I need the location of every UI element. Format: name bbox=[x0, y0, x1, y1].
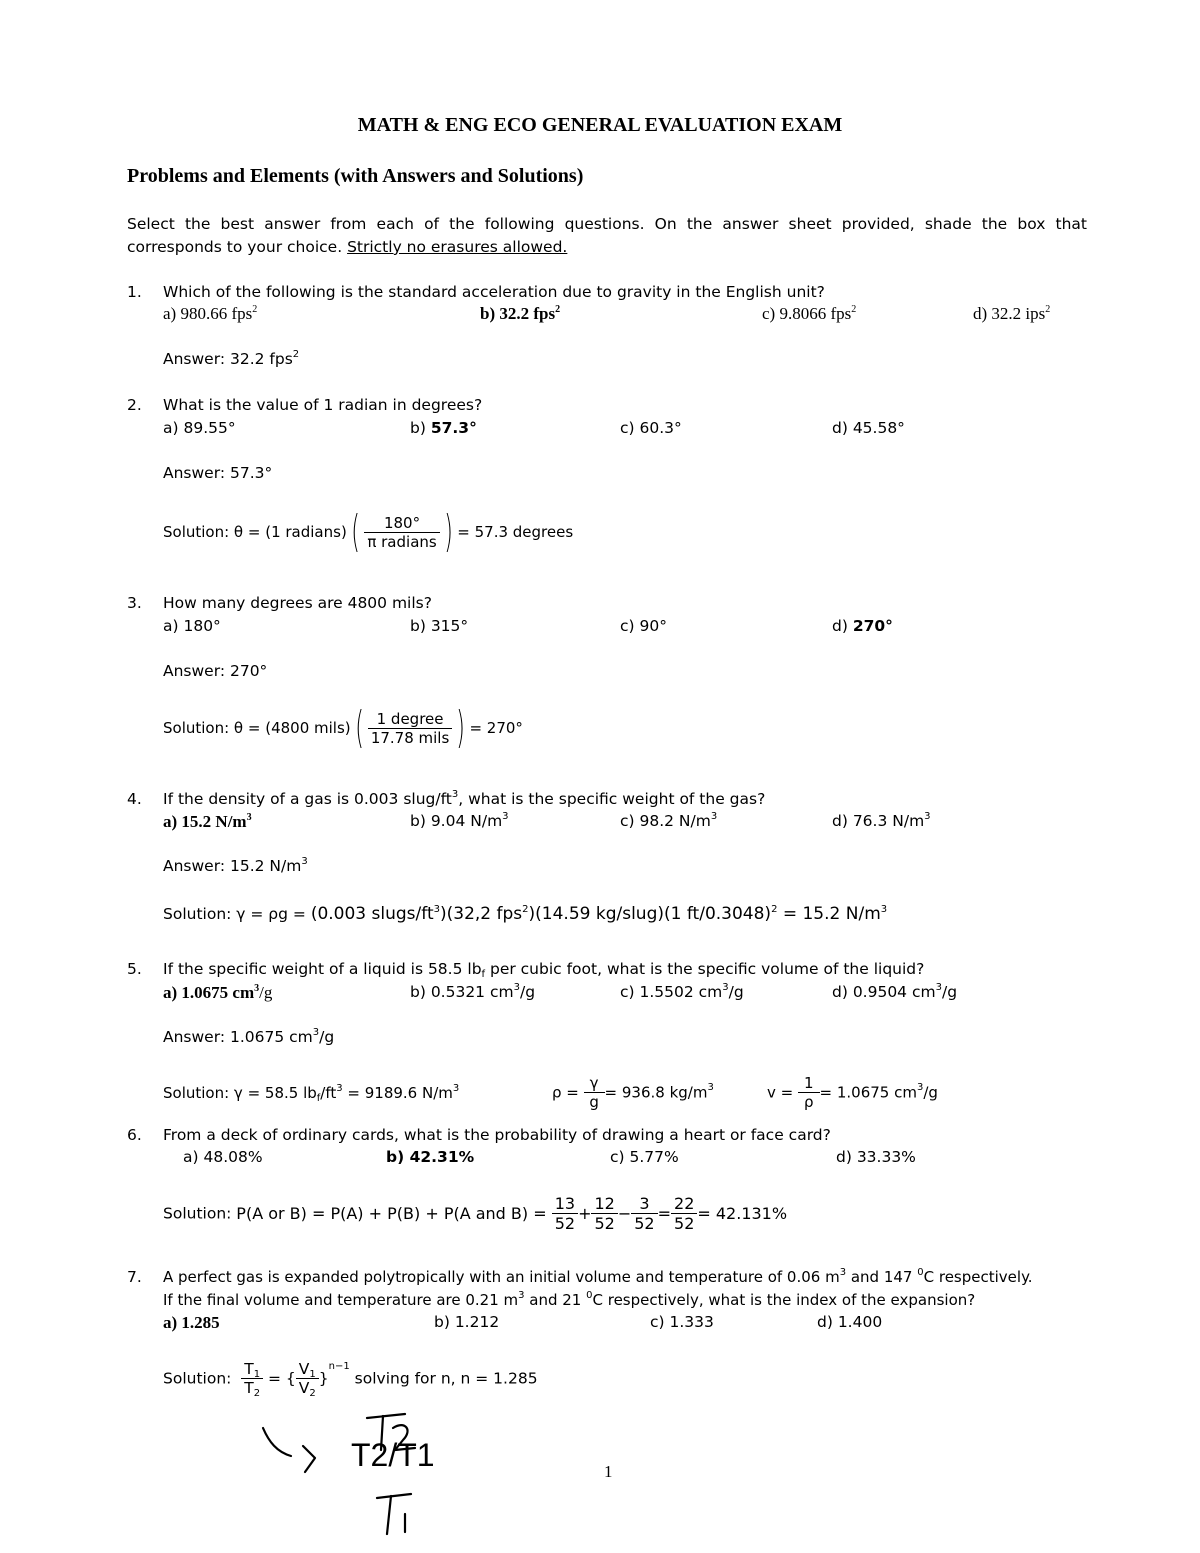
choice-b-correct: b) 57.3° bbox=[410, 419, 477, 437]
choice-d: d) 76.3 $N/m^3$ bbox=[832, 811, 931, 830]
choice-b: b) 9.04 $N/m^3$ bbox=[410, 811, 509, 830]
question-number: 2. bbox=[127, 396, 142, 414]
solution: Solution: θ = (4800 mils)( $\frac{\text{1 degree}}{\text{17.78 mils}}$ ) = 270° bbox=[163, 702, 523, 753]
choice-a-correct: a) 1.0675 $cm^3/g$ bbox=[163, 983, 273, 1002]
choice-b: b) 1.212 bbox=[434, 1313, 500, 1331]
choice-c: c) 98.2 $N/m^3$ bbox=[620, 811, 718, 830]
choice-d: d) 32.2 ips$^2$ bbox=[973, 304, 1051, 323]
answer: Answer: 270° bbox=[163, 662, 268, 680]
question-number: 1. bbox=[127, 283, 142, 301]
question-text: If the density of a gas is 0.003 slug/$ft^3$, what is the specific weight of the gas? bbox=[163, 789, 766, 808]
choice-c: c) 60.3° bbox=[620, 419, 682, 437]
choice-c: c) 1.5502 $cm^3/g$ bbox=[620, 982, 744, 1001]
solution-density: ρ = $\frac{\gamma}{g}$ = 936.8 $kg/m^3$ bbox=[552, 1074, 714, 1111]
choice-d-correct: d) 270° bbox=[832, 617, 893, 635]
solution: Solution: P(A or B) = P(A) + P(B) + P(A and B) = $\frac{13}{52}$ + $\frac{12}{52}$ − $\frac{3}{52}$ = $\frac{22}{52}$ = 42.131% bbox=[163, 1194, 788, 1233]
choice-a-correct: a) 1.285 bbox=[163, 1313, 220, 1332]
choice-a-correct: a) 15.2 $N/m^3$ bbox=[163, 812, 252, 831]
answer: Answer: 15.2 $N/m^3$ bbox=[163, 856, 308, 875]
choice-a: a) 180° bbox=[163, 617, 221, 635]
question-number: 6. bbox=[127, 1126, 142, 1144]
answer: Answer: 57.3° bbox=[163, 464, 273, 482]
instructions bbox=[127, 213, 1087, 259]
question-number: 7. bbox=[127, 1268, 142, 1286]
answer: Answer: 32.2 fps$^2$ bbox=[163, 349, 300, 368]
choice-c: c) 90° bbox=[620, 617, 667, 635]
question-text: What is the value of 1 radian in degrees? bbox=[163, 396, 483, 414]
exam-title: MATH & ENG ECO GENERAL EVALUATION EXAM bbox=[357, 114, 843, 136]
choice-c: c) 5.77% bbox=[610, 1148, 679, 1166]
question-number: 3. bbox=[127, 594, 142, 612]
instructions-text: Select the best answer from each of the following questions. On the answer sheet provided, shade the box that corresponds to your choice. bbox=[127, 215, 1087, 256]
question-text-line1: A perfect gas is expanded polytropically with an initial volume and temperature of 0.06 $m^3$ and 147 $^0$C respectively. bbox=[163, 1267, 1033, 1286]
question-text: From a deck of ordinary cards, what is the probability of drawing a heart or face card? bbox=[163, 1126, 831, 1144]
solution: Solution: $\frac{T_1}{T_2}$ = { $\frac{V_1}{V_2}$ }$^{n-1}$ solving for n, n = 1.285 bbox=[163, 1360, 538, 1399]
question-text: Which of the following is the standard acceleration due to gravity in the English unit? bbox=[163, 283, 825, 301]
choice-d: d) 33.33% bbox=[836, 1148, 916, 1166]
instructions-emphasis: Strictly no erasures allowed. bbox=[347, 238, 568, 256]
solution: Solution: γ = ρg = (0.003 slugs/$ft^3)(32,2$ fps$^2$)(14.59 kg/slug)(1 ft/0.3048)$^2$ = 15.2 $N/m^3$ bbox=[163, 904, 888, 924]
question-text: If the specific weight of a liquid is 58.5 $lb_f$ per cubic foot, what is the specific volume of the liquid? bbox=[163, 960, 925, 980]
choice-d: d) 45.58° bbox=[832, 419, 905, 437]
question-text: How many degrees are 4800 mils? bbox=[163, 594, 432, 612]
question-number: 4. bbox=[127, 790, 142, 808]
handwritten-annotation bbox=[255, 1410, 455, 1540]
exam-subtitle: Problems and Elements (with Answers and Solutions) bbox=[127, 165, 584, 187]
choice-a: a) 980.66 fps$^2$ bbox=[163, 304, 258, 323]
choice-c: c) 1.333 bbox=[650, 1313, 714, 1331]
page-number: 1 bbox=[604, 1462, 613, 1481]
question-text-line2: If the final volume and temperature are 0.21 $m^3$ and 21 $^0$C respectively, what is the index of the expansion? bbox=[163, 1290, 976, 1309]
choice-d: d) 1.400 bbox=[817, 1313, 883, 1331]
choice-b: b) 0.5321 $cm^3/g$ bbox=[410, 982, 536, 1001]
choice-c: c) 9.8066 fps$^2$ bbox=[762, 304, 857, 323]
solution-specific-volume: v = $\frac{1}{\rho}$ = 1.0675 $cm^3/g$ bbox=[767, 1074, 938, 1111]
handwritten-note: T2/T1 bbox=[351, 1437, 435, 1473]
choice-a: a) 89.55° bbox=[163, 419, 236, 437]
choice-d: d) 0.9504 $cm^3/g$ bbox=[832, 982, 958, 1001]
solution-specific-weight: Solution: γ = 58.5 $lb_f/ft^3 = 9189.6$ $N/m^3$ bbox=[163, 1083, 460, 1104]
choice-b-correct: b) 32.2 fps$^2$ bbox=[480, 304, 561, 323]
choice-a: a) 48.08% bbox=[183, 1148, 263, 1166]
choice-b: b) 315° bbox=[410, 617, 469, 635]
answer: Answer: 1.0675 $cm^3/g$ bbox=[163, 1027, 335, 1046]
choice-b-correct: b) 42.31% bbox=[386, 1148, 475, 1166]
solution: Solution: θ = (1 radians)( $\frac{180^\circ}{\text{π radians}}$ ) = 57.3 degrees bbox=[163, 506, 574, 557]
question-number: 5. bbox=[127, 960, 142, 978]
